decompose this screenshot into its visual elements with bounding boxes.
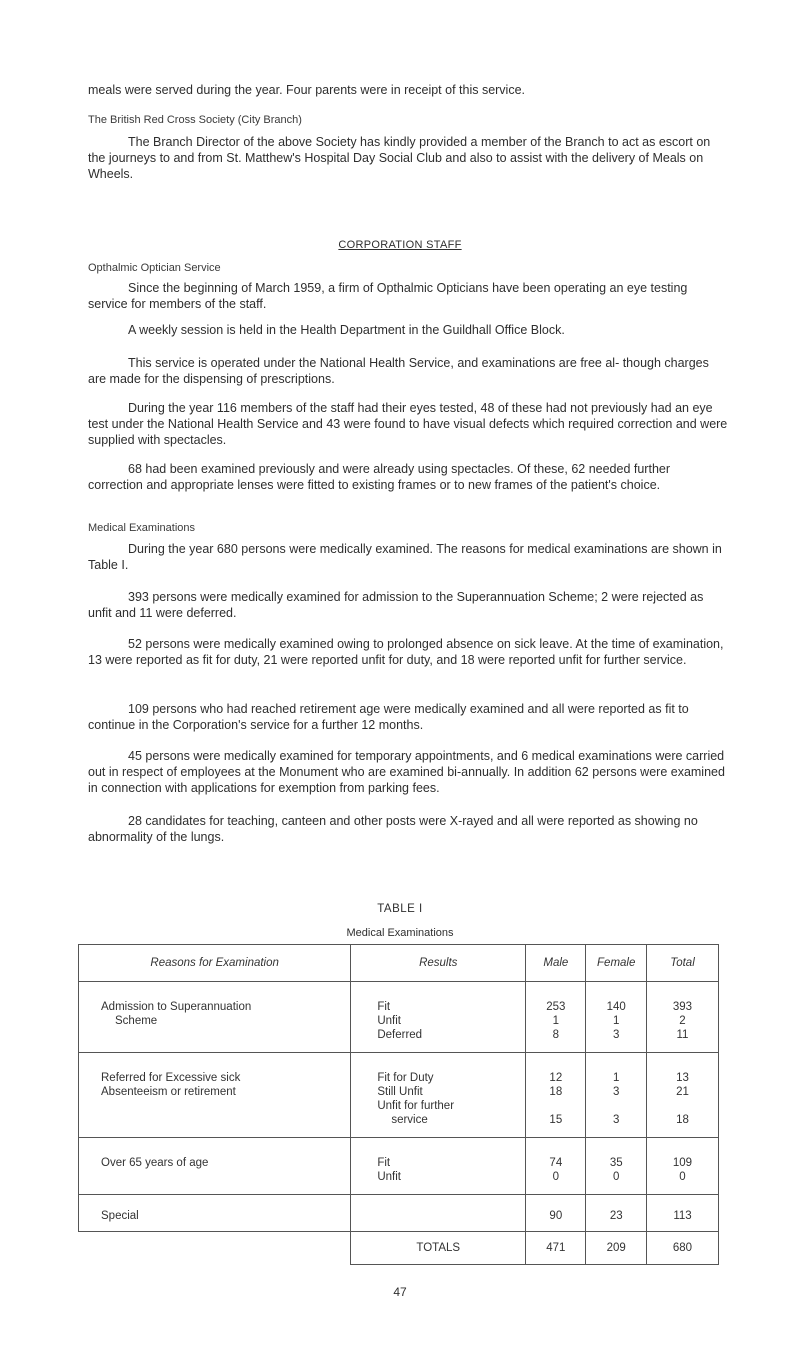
total-value: 113 <box>673 1210 692 1222</box>
paragraph-optician-2: A weekly session is held in the Health Department in the Guildhall Office Block. <box>128 323 565 337</box>
female-cell <box>586 982 647 1053</box>
reason-cell <box>79 1053 351 1138</box>
heading-medical: Medical Examinations <box>88 522 195 534</box>
male-value: 1 <box>552 1015 560 1027</box>
paragraph-optician-5: 68 had been examined previously and were already using spectacles. Of these, 62 needed further correction and appropriate lenses were fitted to existing frames or to new frames of the patient's choice. <box>88 462 671 492</box>
female-value <box>586 1099 646 1113</box>
table-header-row <box>79 945 719 982</box>
header-male: Male <box>526 945 586 982</box>
total-value: 18 <box>676 1114 689 1126</box>
header-female: Female <box>586 945 647 982</box>
results-cell <box>351 982 526 1053</box>
totals-male: 471 <box>526 1232 586 1265</box>
table-row <box>79 982 719 1053</box>
paragraph-optician-1: Since the beginning of March 1959, a firm of Opthalmic Opticians have been operating an eye testing service for members of the staff. <box>88 281 688 311</box>
total-value: 109 <box>672 1157 693 1169</box>
total-value: 2 <box>679 1015 686 1027</box>
result-line: Unfit <box>377 1015 401 1027</box>
male-value: 18 <box>549 1086 563 1098</box>
male-value: 90 <box>549 1210 563 1222</box>
male-value: 253 <box>546 1001 566 1013</box>
results-cell <box>351 1138 526 1195</box>
result-line: Fit <box>377 1001 391 1013</box>
male-cell <box>526 1195 586 1232</box>
reason-line: Admission to Superannuation <box>101 1001 252 1013</box>
table-subtitle: Medical Examinations <box>346 927 454 939</box>
paragraph-red-cross: The Branch Director of the above Society has kindly provided a member of the Branch to act as escort on the journeys to and from St. Matthew's Hospital Day Social Club and also to assist with the delivery of Meals on Wheels. <box>88 135 711 181</box>
heading-red-cross: The British Red Cross Society (City Branch) <box>88 114 302 126</box>
total-cell <box>646 982 718 1053</box>
reason-line: Absenteeism or retirement <box>101 1086 236 1098</box>
male-value <box>526 1099 585 1113</box>
paragraph-medical-1: During the year 680 persons were medically examined. The reasons for medical examinations are shown in Table I. <box>88 542 722 572</box>
male-value: 8 <box>552 1029 560 1041</box>
reason-cell <box>79 1195 351 1232</box>
male-value: 15 <box>549 1114 563 1126</box>
table-row <box>79 1195 719 1232</box>
totals-row <box>79 1232 719 1265</box>
male-value: 74 <box>549 1157 563 1169</box>
table-row <box>79 1053 719 1138</box>
female-value: 35 <box>609 1157 623 1169</box>
reason-line: Special <box>101 1210 139 1222</box>
header-results: Results <box>351 945 526 982</box>
female-cell <box>586 1138 647 1195</box>
total-value <box>647 1099 718 1113</box>
page-number: 47 <box>393 1285 407 1299</box>
result-line: Fit for Duty <box>377 1072 434 1084</box>
total-value: 13 <box>676 1072 689 1084</box>
total-value: 0 <box>679 1171 686 1183</box>
female-value: 1 <box>613 1072 620 1084</box>
female-value: 1 <box>613 1015 620 1027</box>
total-cell <box>646 1053 718 1138</box>
reason-cell <box>79 1138 351 1195</box>
paragraph-medical-2: 393 persons were medically examined for admission to the Superannuation Scheme; 2 were rejected as unfit and 11 were deferred. <box>88 590 704 620</box>
female-value: 140 <box>606 1001 626 1013</box>
female-cell <box>586 1195 647 1232</box>
totals-total: 680 <box>646 1232 718 1265</box>
reason-cell <box>79 982 351 1053</box>
result-line: service <box>391 1114 428 1126</box>
totals-label: TOTALS <box>351 1232 526 1265</box>
result-line: Unfit <box>377 1171 401 1183</box>
table-title: TABLE I <box>377 903 423 915</box>
male-cell <box>526 1053 586 1138</box>
result-line: Still Unfit <box>377 1086 423 1098</box>
reason-line: Scheme <box>115 1015 158 1027</box>
total-cell <box>646 1138 718 1195</box>
header-reason: Reasons for Examination <box>79 945 351 982</box>
paragraph-optician-4: During the year 116 members of the staff had their eyes tested, 48 of these had not previously had an eye test under the National Health Service and 43 were found to have visual defects which required correction and were supplied with spectacles. <box>88 401 728 447</box>
table-row <box>79 1138 719 1195</box>
female-value: 3 <box>613 1114 620 1126</box>
paragraph-meals: meals were served during the year. Four parents were in receipt of this service. <box>88 83 526 97</box>
total-cell <box>646 1195 718 1232</box>
female-value: 3 <box>613 1086 620 1098</box>
heading-optician: Opthalmic Optician Service <box>88 262 221 274</box>
section-title: CORPORATION STAFF <box>338 239 462 251</box>
paragraph-optician-3: This service is operated under the National Health Service, and examinations are free al- though charges are made for the dispensing of prescriptions. <box>88 356 709 386</box>
male-value: 0 <box>552 1171 560 1183</box>
paragraph-medical-3: 52 persons were medically examined owing to prolonged absence on sick leave. At the time of examination, 13 were reported as fit for duty, 21 were reported unfit for duty, and 18 were reported unfit for further service. <box>88 637 724 667</box>
paragraph-medical-5: 45 persons were medically examined for temporary appointments, and 6 medical examinations were carried out in respect of employees at the Monument who are examined bi-annually. In addition 62 persons were examined in connection with applications for exemption from parking fees. <box>88 749 725 795</box>
results-cell <box>351 1195 526 1232</box>
result-line: Deferred <box>377 1029 423 1041</box>
paragraph-medical-6: 28 candidates for teaching, canteen and other posts were X-rayed and all were reported as showing no abnormality of the lungs. <box>88 814 698 844</box>
totals-blank-cell <box>79 1232 351 1265</box>
male-value: 12 <box>549 1072 563 1084</box>
result-line: Unfit for further <box>377 1100 455 1112</box>
male-cell <box>526 1138 586 1195</box>
male-cell <box>526 982 586 1053</box>
total-value: 21 <box>676 1086 689 1098</box>
header-total: Total <box>646 945 718 982</box>
reason-line: Referred for Excessive sick <box>101 1072 241 1084</box>
reason-line: Over 65 years of age <box>101 1157 209 1169</box>
medical-examinations-table <box>78 944 719 1265</box>
paragraph-medical-4: 109 persons who had reached retirement age were medically examined and all were reported as fit to continue in the Corporation's service for a further 12 months. <box>88 702 689 732</box>
female-value: 23 <box>609 1210 623 1222</box>
result-line: Fit <box>377 1157 391 1169</box>
female-cell <box>586 1053 647 1138</box>
total-value: 11 <box>676 1029 689 1041</box>
totals-female: 209 <box>586 1232 647 1265</box>
female-value: 0 <box>613 1171 620 1183</box>
female-value: 3 <box>613 1029 620 1041</box>
total-value: 393 <box>672 1001 693 1013</box>
results-cell <box>351 1053 526 1138</box>
